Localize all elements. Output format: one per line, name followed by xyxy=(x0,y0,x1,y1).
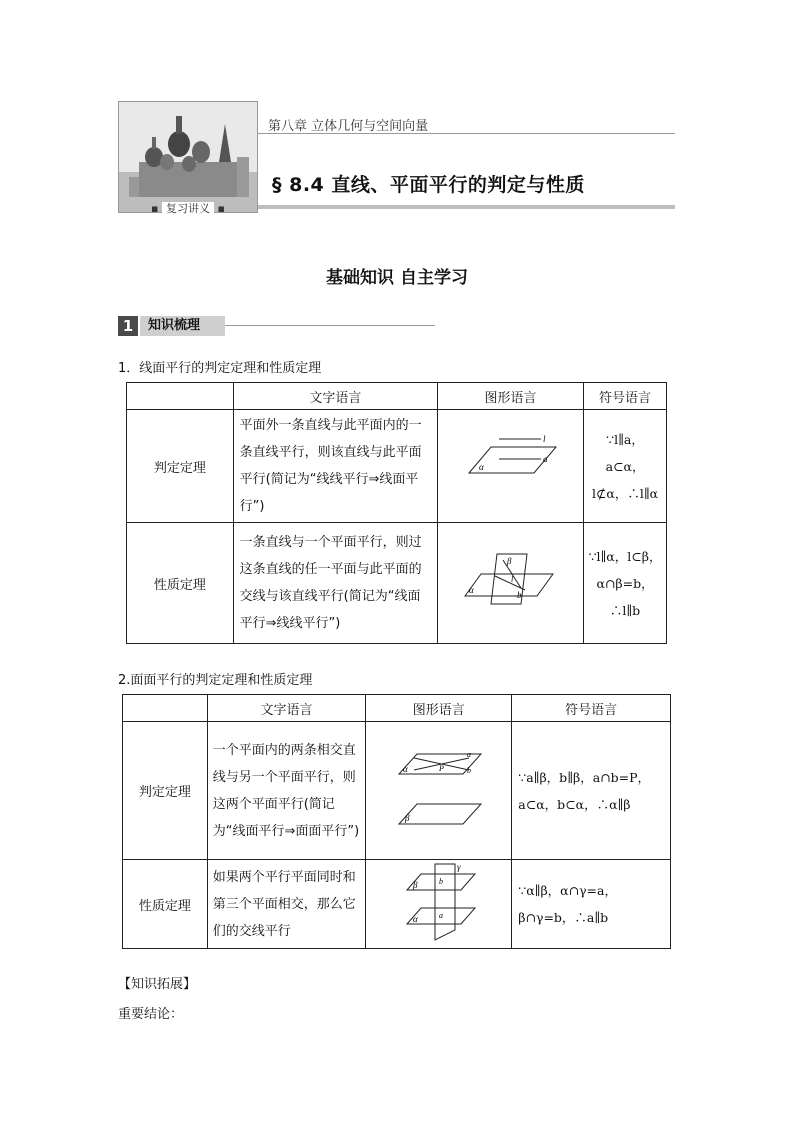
label-beta: β xyxy=(412,880,418,890)
label-gamma: γ xyxy=(456,862,461,872)
label-alpha: α xyxy=(468,585,474,595)
table-row xyxy=(123,860,671,949)
label-alpha: α xyxy=(478,462,484,472)
row-symbol: ∵a∥β，b∥β，a∩b=P，a⊂α，b⊂α，∴α∥β xyxy=(512,722,671,860)
section-label: 知识梳理 xyxy=(140,316,225,336)
table-row xyxy=(127,523,667,644)
table-header-row xyxy=(127,383,667,410)
header-cell: 符号语言 xyxy=(512,695,671,722)
label-b: b xyxy=(466,765,471,775)
review-tag: ▪ 复习讲义 ▪ xyxy=(151,202,225,215)
table-row xyxy=(127,410,667,523)
label-b: b xyxy=(438,877,443,886)
label-beta: β xyxy=(506,556,512,566)
section-rule xyxy=(225,325,435,326)
line-plane-parallel-figure xyxy=(438,410,584,523)
label-a: a xyxy=(466,749,471,759)
header-cell: 文字语言 xyxy=(233,383,437,410)
row-text: 一个平面内的两条相交直线与另一个平面平行，则这两个平面平行(简记为“线面平行⇒面面平行”) xyxy=(207,722,366,860)
part2-title: 2.面面平行的判定定理和性质定理 xyxy=(118,673,313,688)
label-b: b xyxy=(516,590,522,600)
plane-plane-table xyxy=(122,694,671,949)
plane-intersection-figure xyxy=(438,523,584,644)
row-symbol: ∵l∥a，a⊂α，l⊄α，∴l∥α xyxy=(584,410,667,523)
row-text: 一条直线与一个平面平行，则过这条直线的任一平面与此平面的交线与该直线平行(简记为“线面平行⇒线线平行”) xyxy=(233,523,437,644)
row-symbol: ∵α∥β，α∩γ=a，β∩γ=b，∴a∥b xyxy=(512,860,671,949)
label-a: a xyxy=(542,454,548,464)
row-name: 判定定理 xyxy=(123,722,208,860)
label-l: l xyxy=(542,434,546,444)
table-header-row xyxy=(123,695,671,722)
label-alpha: α xyxy=(402,763,408,774)
parallel-planes-figure xyxy=(366,722,512,860)
row-name: 性质定理 xyxy=(127,523,234,644)
header-cell xyxy=(123,695,208,722)
part1-title: 1．线面平行的判定定理和性质定理 xyxy=(118,361,322,376)
label-P: P xyxy=(438,763,444,773)
header-divider-bottom xyxy=(258,205,675,209)
row-symbol: ∵l∥α，l⊂β，α∩β=b，∴l∥b xyxy=(584,523,667,644)
table-row xyxy=(123,722,671,860)
row-text: 平面外一条直线与此平面内的一条直线平行，则该直线与此平面平行(简记为“线线平行⇒线面平行”) xyxy=(233,410,437,523)
row-name: 判定定理 xyxy=(127,410,234,523)
cathedral-photo xyxy=(118,101,258,213)
three-planes-figure xyxy=(366,860,512,949)
line-plane-table xyxy=(126,382,667,644)
header-cell: 文字语言 xyxy=(207,695,366,722)
label-beta: β xyxy=(404,812,410,823)
row-text: 如果两个平行平面同时和第三个平面相交，那么它们的交线平行 xyxy=(207,860,366,949)
knowledge-extension-heading: 【知识拓展】 xyxy=(118,977,197,992)
header-cell: 符号语言 xyxy=(584,383,667,410)
header-cell: 图形语言 xyxy=(366,695,512,722)
section-title: § 8.4 直线、平面平行的判定与性质 xyxy=(272,174,585,196)
section-number: 1 xyxy=(118,316,138,336)
header-cell: 图形语言 xyxy=(438,383,584,410)
header-cell xyxy=(127,383,234,410)
label-l: l xyxy=(510,575,513,584)
label-a: a xyxy=(438,911,443,920)
chapter-title: 第八章 立体几何与空间向量 xyxy=(268,119,429,134)
conclusion-label: 重要结论： xyxy=(118,1007,184,1022)
label-alpha: α xyxy=(412,914,418,924)
page-heading: 基础知识 自主学习 xyxy=(326,268,468,288)
row-name: 性质定理 xyxy=(123,860,208,949)
